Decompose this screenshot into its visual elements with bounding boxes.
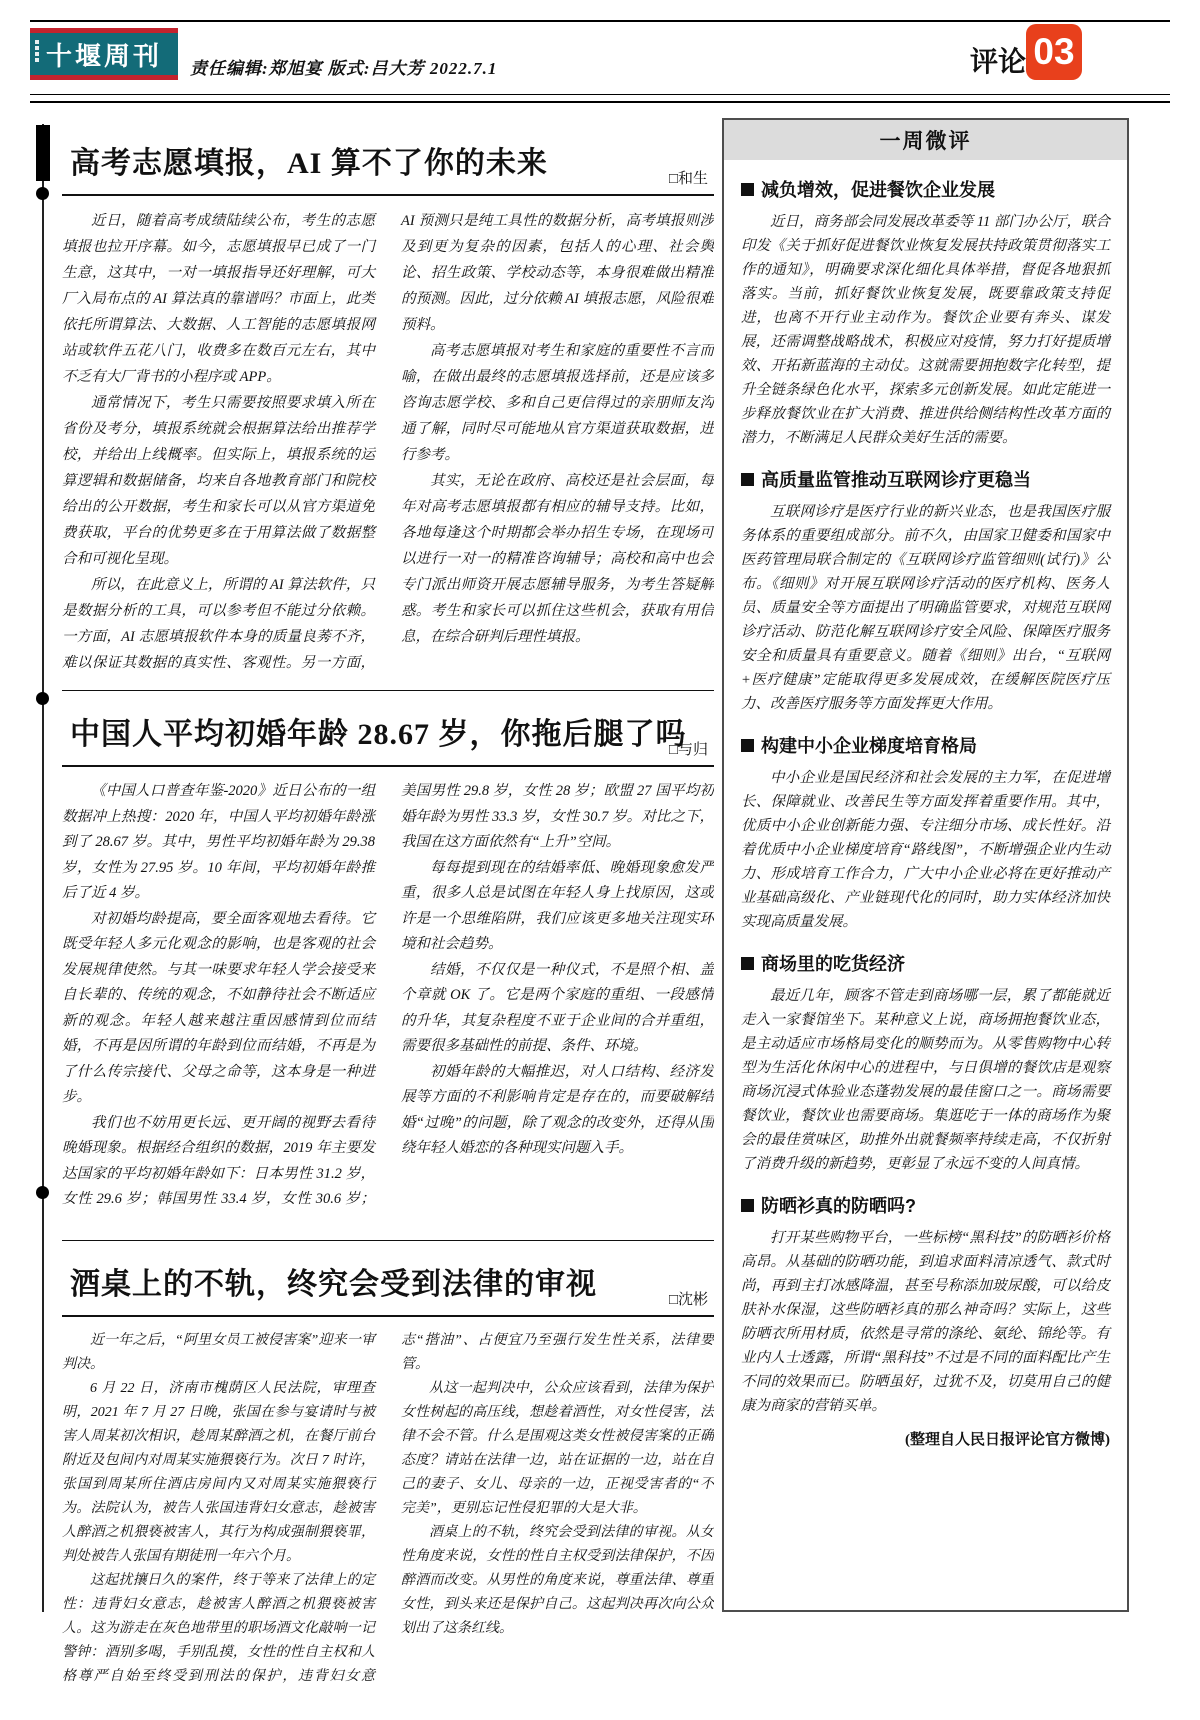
masthead-title: 十堰周刊 (45, 40, 162, 71)
sidebar-section-heading (741, 950, 1110, 976)
sidebar-section-heading (741, 732, 1110, 758)
paragraph: 结婚，不仅仅是一种仪式，不是照个相、盖个章就 OK 了。它是两个家庭的重组、一段感情的升华，其复杂程度不亚于企业间的合并重组，需要很多基础性的前提、条件、环境。 (401, 961, 714, 1054)
header-double-rule (30, 94, 1170, 103)
article-body (62, 196, 714, 678)
sidebar-section (724, 466, 1127, 716)
sidebar-section-heading (741, 1192, 1110, 1218)
square-bullet-icon (741, 183, 754, 196)
article-author: □沈彬 (668, 1292, 708, 1308)
article-ai-gaokao (62, 120, 714, 678)
paragraph: 《中国人口普查年鉴-2020》近日公布的一组数据冲上热搜：2020 年，中国人平均初婚年龄涨到了 28.67 岁。其中，男性平均初婚年龄为 29.38 岁，女性为 27.95 岁。10 年间，平均初婚年龄推后了近 4 岁。 (62, 783, 375, 901)
sidebar-section-heading-text: 高质量监管推动互联网诊疗更稳当 (761, 470, 1031, 490)
paragraph: 高考志愿填报对考生和家庭的重要性不言而喻，在做出最终的志愿填报选择前，还是应该多咨询志愿学校、多和自己更信得过的亲朋师友沟通了解，同时尽可能地从官方渠道获取数据，进行参考。 (401, 343, 714, 463)
paragraph: 这起扰攘日久的案件，终于等来了法律上的定性：违背妇女意志，趁被害人醉酒之机猥亵被害人。这为游走在灰色地带里的职场酒文化敲响一记警钟：酒别多喝，手别乱摸，女性的性自主权和人格尊严自始至终受到刑法的保护，违背妇女意志“揩油”、占便宜乃至强行发生性关系，法律要管。 (62, 1333, 714, 1684)
paragraph: 其实，无论在政府、高校还是社会层面，每年对高考志愿填报都有相应的辅导支持。比如，各地每逢这个时期都会举办招生专场，在现场可以进行一对一的精准咨询辅导；高校和高中也会专门派出师资开展志愿辅导服务，为考生答疑解惑。考生和家长可以抓住这些机会，获取有用信息，在综合研判后理性填报。 (401, 473, 714, 645)
article-title: 中国人平均初婚年龄 28.67 岁，你拖后腿了吗 (70, 718, 687, 751)
page-number-badge: 03 (1026, 24, 1082, 80)
square-bullet-icon (741, 1199, 754, 1212)
paragraph: 所以，在此意义上，所谓的 AI 算法软件，只是数据分析的工具，可以参考但不能过分依赖。一方面，AI 志愿填报软件本身的质量良莠不齐，难以保证其数据的真实性、客观性。另一方面，AI 预测只是纯工具性的数据分析，高考填报则涉及到更为复杂的因素，包括人的心理、社会舆论、招生政策、学校动态等，本身很难做出精准的预测。因此，过分依赖 AI 填报志愿，风险很难预料。 (62, 213, 714, 671)
article-marriage-age (62, 690, 714, 1221)
article-title: 高考志愿填报，AI 算不了你的未来 (70, 147, 548, 180)
sidebar-section-heading-text: 商场里的吃货经济 (761, 954, 905, 974)
left-rail-line (42, 124, 44, 1612)
sidebar-section-heading (741, 466, 1110, 492)
paragraph: 近日，随着高考成绩陆续公布，考生的志愿填报也拉开序幕。如今，志愿填报早已成了一门生意，这其中，一对一填报指导还好理解，可大厂入局布点的 AI 算法真的靠谱吗？市面上，此类依托所谓算法、大数据、人工智能的志愿填报网站或软件五花八门，收费多在数百元左右，其中不乏有大厂背书的小程序或 APP。 (62, 213, 375, 385)
sidebar-section (724, 732, 1127, 934)
sidebar-section-text: 中小企业是国民经济和社会发展的主力军，在促进增长、保障就业、改善民生等方面发挥着重要作用。其中，优质中小企业创新能力强、专注细分市场、成长性好。沿着优质中小企业梯度培育“路线图”，不断增强企业内生动力、形成培育工作合力，广大中小企业必将在更好推动产业基础高级化、产业链现代化的同时，助力实体经济加快实现高质量发展。 (741, 770, 1110, 930)
square-bullet-icon (741, 957, 754, 970)
paragraph: 我们也不妨用更长远、更开阔的视野去看待晚婚现象。根据经合组织的数据，2019 年主要发达国家的平均初婚年龄如下：日本男性 31.2 岁，女性 29.6 岁；韩国男性 33.4 岁，女性 30.6 岁；美国男性 29.8 岁，女性 28 岁；欧盟 27 国平均初婚年龄为男性 33.3 岁，女性 30.7 岁。对比之下，我国在这方面依然有“上升”空间。 (62, 783, 714, 1207)
sidebar-section-text: 互联网诊疗是医疗行业的新兴业态，也是我国医疗服务体系的重要组成部分。前不久，由国家卫健委和国家中医药管理局联合制定的《互联网诊疗监管细则(试行)》公布。《细则》对开展互联网诊疗活动的医疗机构、医务人员、质量安全等方面提出了明确监管要求，对规范互联网诊疗活动、防范化解互联网诊疗安全风险、保障医疗服务安全和质量具有重要意义。随着《细则》出台，“互联网+医疗健康”定能取得更多发展成效，在缓解医院医疗压力、改善医疗服务等方面发挥更大作用。 (741, 504, 1110, 712)
sidebar-section-text: 近日，商务部会同发展改革委等 11 部门办公厅，联合印发《关于抓好促进餐饮业恢复发展扶持政策贯彻落实工作的通知》，明确要求深化细化具体举措，督促各地狠抓落实。当前，抓好餐饮业恢复发展，既要靠政策支持促进，也离不开行业主动作为。餐饮企业要有奔头、谋发展，还需调整战略战术，积极应对疫情，努力打好提质增效、开拓新蓝海的主动仗。这就需要拥抱数字化转型，提升全链条绿色化水平，探索多元创新发展。如此定能进一步释放餐饮业在扩大消费、推进供给侧结构性改革方面的潜力，不断满足人民群众美好生活的需要。 (741, 214, 1110, 446)
left-rail-bar (36, 125, 50, 181)
article-court-ruling (62, 1240, 714, 1713)
article-title-bar (62, 120, 714, 196)
rail-bullet (36, 692, 49, 705)
paragraph: 酒桌上的不轨，终究会受到法律的审视。从女性角度来说，女性的性自主权受到法律保护，不因醉酒而改变。从男性的角度来说，尊重法律、尊重女性，到头来还是保护自己。这起判决再次向公众划出了这条红线。 (401, 1525, 714, 1636)
rail-bullet (36, 1186, 49, 1199)
paragraph: 通常情况下，考生只需要按照要求填入所在省份及考分，填报系统就会根据算法给出推荐学校，并给出上线概率。但实际上，填报系统的运算逻辑和数据储备，均来自各地教育部门和院校给出的公开数据，考生和家长可以从官方渠道免费获取，平台的优势更多在于用算法做了数据整合和可视化呈现。 (62, 395, 375, 567)
sidebar-section-text: 最近几年，顾客不管走到商场哪一层，累了都能就近走入一家餐馆坐下。某种意义上说，商场拥抱餐饮业态，是主动适应市场格局变化的顺势而为。从零售购物中心转型为生活化休闲中心的进程中，与日俱增的餐饮店是观察商场沉浸式体验业态蓬勃发展的最佳窗口之一。商场需要餐饮业，餐饮业也需要商场。集逛吃于一体的商场作为聚会的最佳赏味区，助推外出就餐频率持续走高，不仅折射了消费升级的新趋势，更彰显了永远不变的人间真情。 (741, 988, 1110, 1172)
top-rule (30, 20, 1170, 22)
article-author: □和生 (668, 171, 708, 187)
sidebar-footer-credit: (整理自人民日报评论官方微博) (905, 1432, 1110, 1448)
masthead-bottom-bar (30, 75, 178, 80)
sidebar-title: 一周微评 (724, 120, 1127, 160)
masthead-side-marks-icon (35, 40, 39, 62)
weekly-review-sidebar (722, 118, 1129, 1612)
square-bullet-icon (741, 739, 754, 752)
article-title-bar (62, 1240, 714, 1317)
paragraph: 近一年之后，“阿里女员工被侵害案”迎来一审判决。 (62, 1333, 375, 1372)
square-bullet-icon (741, 473, 754, 486)
rail-bullet (36, 187, 49, 200)
sidebar-section-heading-text: 构建中小企业梯度培育格局 (761, 736, 977, 756)
sidebar-section-heading-text: 减负增效，促进餐饮企业发展 (761, 180, 995, 200)
paragraph: 每每提到现在的结婚率低、晚婚现象愈发严重，很多人总是试图在年轻人身上找原因，这或许是一个思维陷阱，我们应该更多地关注现实环境和社会趋势。 (401, 859, 714, 952)
masthead-logo (30, 28, 178, 80)
section-label: 评论 (970, 46, 1027, 77)
sidebar-section (724, 1192, 1127, 1418)
sidebar-section (724, 950, 1127, 1176)
paragraph: 6 月 22 日，济南市槐荫区人民法院，审理查明，2021 年 7 月 27 日晚，张国在参与宴请时与被害人周某初次相识，趁周某醉酒之机，在餐厅前台附近及包间内对周某实施猥亵行为。次日 7 时许，张国到周某所住酒店房间内又对周某实施猥亵行为。法院认为，被告人张国违背妇女意志，趁被害人醉酒之机猥亵被害人，其行为构成强制猥亵罪，判处被告人张国有期徒刑一年六个月。 (62, 1381, 375, 1564)
masthead-box (30, 33, 178, 75)
header-meta: 责任编辑:郑旭宴 版式:吕大芳 2022.7.1 (190, 59, 498, 78)
article-author: □与归 (668, 742, 708, 758)
sidebar-section-text: 打开某些购物平台，一些标榜“黑科技”的防晒衫价格高昂。从基础的防晒功能，到追求面料清凉透气、款式时尚，再到主打冰感降温，甚至号称添加玻尿酸，可以给皮肤补水保湿，这些防晒衫真的那么神奇吗？实际上，这些防晒衣所用材质，依然是寻常的涤纶、氨纶、锦纶等。有业内人士透露，所谓“黑科技”不过是不同的面料配比产生不同的效果而已。防晒虽好，过犹不及，切莫用自己的健康为商家的营销买单。 (741, 1230, 1110, 1414)
paragraph: 对初婚均龄提高，要全面客观地去看待。它既受年轻人多元化观念的影响，也是客观的社会发展规律使然。与其一味要求年轻人学会接受来自长辈的、传统的观念，不如静待社会不断适应新的观念。年轻人越来越注重因感情到位而结婚，不再是因所谓的年龄到位而结婚，不再是为了什么传宗接代、父母之命等，这本身是一种进步。 (62, 910, 375, 1105)
sidebar-section-heading (741, 176, 1110, 202)
article-title-bar (62, 690, 714, 767)
article-body (62, 767, 714, 1221)
paragraph: 从这一起判决中，公众应该看到，法律为保护女性树起的高压线，想趁着酒性，对女性侵害，法律不会不管。什么是围观这类女性被侵害案的正确态度？请站在法律一边，站在证据的一边，站在自己的妻子、女儿、母亲的一边，正视受害者的“不完美”，更别忘记性侵犯罪的大是大非。 (401, 1381, 714, 1516)
sidebar-section (724, 176, 1127, 450)
article-title: 酒桌上的不轨，终究会受到法律的审视 (70, 1268, 597, 1301)
paragraph: 初婚年龄的大幅推迟，对人口结构、经济发展等方面的不利影响肯定是存在的，而要破解结婚“过晚”的问题，除了观念的改变外，还得从围绕年轻人婚恋的各种现实问题入手。 (401, 1063, 714, 1156)
sidebar-section-heading-text: 防晒衫真的防晒吗? (761, 1196, 916, 1216)
article-body (62, 1317, 714, 1713)
